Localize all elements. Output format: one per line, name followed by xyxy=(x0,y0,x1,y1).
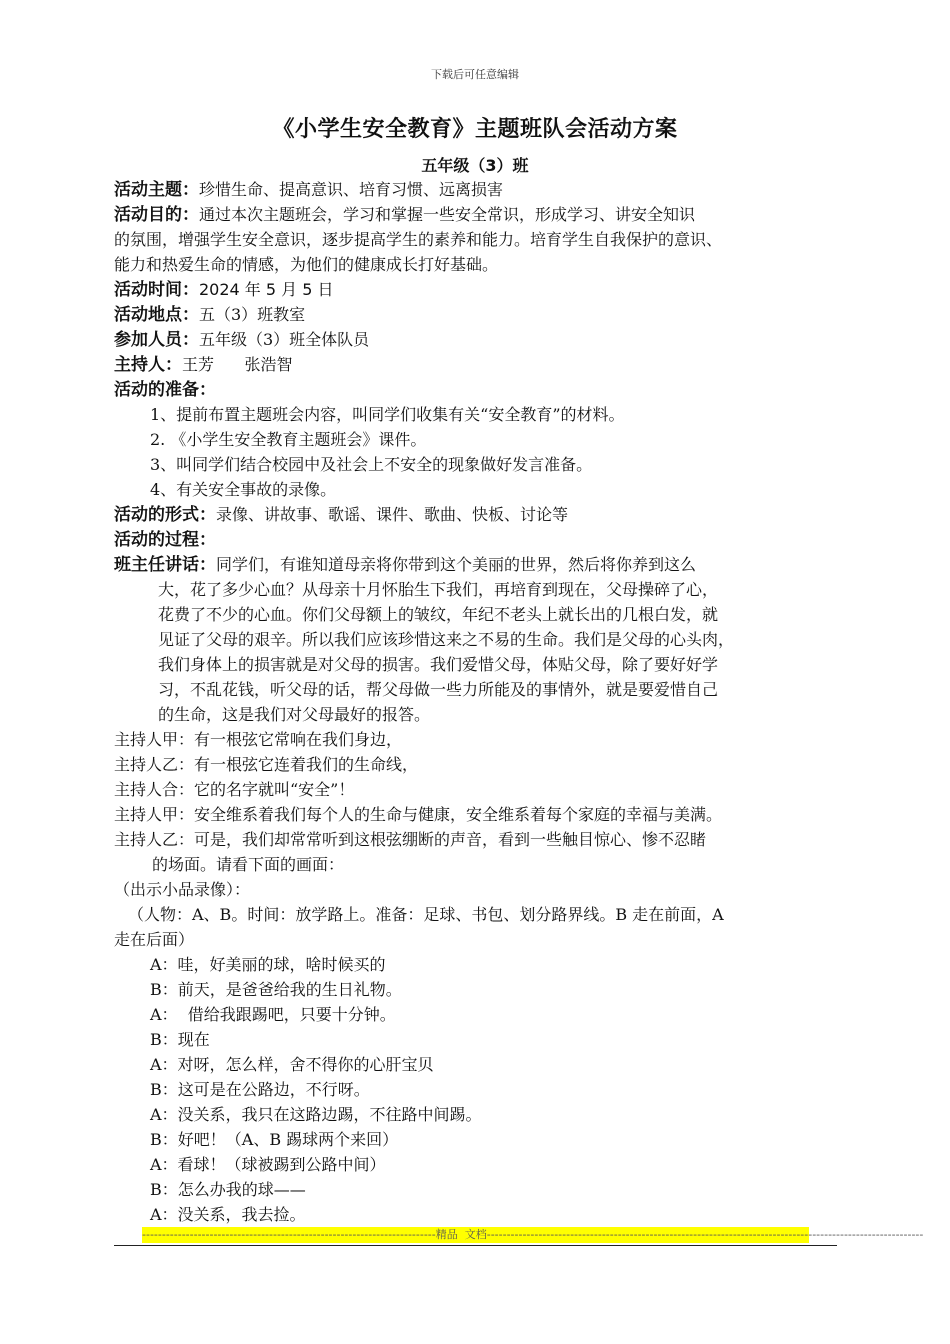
skit-intro: （出示小品录像）： xyxy=(114,880,251,899)
skit-dialogue-line: B：怎么办我的球—— xyxy=(150,1180,306,1199)
process-label: 活动的过程： xyxy=(114,530,216,550)
process-heading xyxy=(114,527,839,552)
skit-dialogue-line: B：现在 xyxy=(150,1030,210,1049)
form-value: 录像、讲故事、歌谣、课件、歌曲、快板、讨论等 xyxy=(216,505,569,524)
place-label: 活动地点： xyxy=(114,305,199,325)
preparation-item: 2. 《小学生安全教育主题班会》课件。 xyxy=(150,430,427,449)
host-dialogue-line: 主持人甲：有一根弦它常响在我们身边， xyxy=(114,730,403,749)
time-label: 活动时间： xyxy=(114,280,199,300)
preparation-label: 活动的准备： xyxy=(114,380,216,400)
place-value: 五（3）班教室 xyxy=(199,305,306,324)
purpose-line-2: 的氛围，增强学生安全意识，逐步提高学生的素养和能力。培育学生自我保护的意识、 xyxy=(114,230,723,249)
host-dialogue-line: 主持人合：它的名字就叫“安全”！ xyxy=(114,780,355,799)
form-row xyxy=(114,502,839,527)
teacher-speech-line: 的生命，这是我们对父母最好的报答。 xyxy=(158,705,431,724)
teacher-speech-line: 大，花了多少心血？从母亲十月怀胎生下我们，再培育到现在，父母操碎了心， xyxy=(158,580,719,599)
header-note: 下载后可任意编辑 xyxy=(431,68,519,81)
skit-dialogue-line: A：对呀，怎么样，舍不得你的心肝宝贝 xyxy=(150,1055,434,1074)
preparation-heading xyxy=(114,377,839,402)
hosts-value: 王芳 张浩智 xyxy=(182,355,293,374)
skit-dialogue-line: B：前天，是爸爸给我的生日礼物。 xyxy=(150,980,402,999)
skit-setting-line-1: （人物：A、B。时间：放学路上。准备：足球、书包、划分路界线。B 走在前面，A xyxy=(128,905,724,924)
time-row xyxy=(114,277,839,302)
skit-dialogue-line: A： 借给我跟踢吧，只要十分钟。 xyxy=(150,1005,396,1024)
host-dialogue-line: 主持人甲：安全维系着我们每个人的生命与健康，安全维系着每个家庭的幸福与美满。 xyxy=(114,805,723,824)
document-title: 《小学生安全教育》主题班队会活动方案 xyxy=(272,117,678,142)
teacher-speech-line: 见证了父母的艰辛。所以我们应该珍惜这来之不易的生命。我们是父母的心头肉， xyxy=(158,630,735,649)
participants-row xyxy=(114,327,839,352)
hosts-label: 主持人： xyxy=(114,355,182,375)
preparation-item: 1、提前布置主题班会内容，叫同学们收集有关“安全教育”的材料。 xyxy=(150,405,625,424)
teacher-speech-line: 习，不乱花钱，听父母的话，帮父母做一些力所能及的事情外，就是要爱惜自己 xyxy=(158,680,719,699)
document-body xyxy=(114,177,839,1227)
time-value: 2024 年 5 月 5 日 xyxy=(199,280,334,299)
footer-rule xyxy=(114,1245,837,1246)
preparation-item: 4、有关安全事故的录像。 xyxy=(150,480,337,499)
participants-label: 参加人员： xyxy=(114,330,199,350)
participants-value: 五年级（3）班全体队员 xyxy=(199,330,370,349)
skit-dialogue-line: A：看球！（球被踢到公路中间） xyxy=(150,1155,386,1174)
skit-dialogue-line: B：这可是在公路边，不行呀。 xyxy=(150,1080,370,1099)
footer-dash-left: -------------------------------------------------------------------------- xyxy=(142,1228,436,1241)
theme-value: 珍惜生命、提高意识、培育习惯、远离损害 xyxy=(199,180,504,199)
theme-label: 活动主题： xyxy=(114,180,199,200)
theme-row xyxy=(114,177,839,202)
footer-watermark-band xyxy=(142,1227,924,1243)
purpose-line-1: 通过本次主题班会，学习和掌握一些安全常识，形成学习、讲安全知识 xyxy=(199,205,696,224)
hosts-row xyxy=(114,352,839,377)
footer-dash-right: -------------------------------------------------------------------------------------------------------------- xyxy=(486,1228,924,1241)
document-subtitle: 五年级（3）班 xyxy=(421,156,529,175)
skit-dialogue-line: A：没关系，我只在这路边踢，不往路中间踢。 xyxy=(150,1105,482,1124)
teacher-speech-row xyxy=(114,552,839,577)
teacher-speech-line: 花费了不少的心血。你们父母额上的皱纹，年纪不老头上就长出的几根白发，就 xyxy=(158,605,719,624)
teacher-speech-line: 我们身体上的损害就是对父母的损害。我们爱惜父母，体贴父母，除了要好好学 xyxy=(158,655,719,674)
place-row xyxy=(114,302,839,327)
host-dialogue-line: 主持人乙：可是，我们却常常听到这根弦绷断的声音，看到一些触目惊心、惨不忍睹 xyxy=(114,830,707,849)
preparation-item: 3、叫同学们结合校园中及社会上不安全的现象做好发言准备。 xyxy=(150,455,593,474)
footer-text: 精品 文档 xyxy=(435,1228,487,1241)
skit-dialogue-line: A：哇，好美丽的球，啥时候买的 xyxy=(150,955,386,974)
skit-dialogue-line: B：好吧！（A、B 踢球两个来回） xyxy=(150,1130,399,1149)
teacher-speech-first-line: 同学们，有谁知道母亲将你带到这个美丽的世界，然后将你养到这么 xyxy=(216,555,697,574)
form-label: 活动的形式： xyxy=(114,505,216,525)
teacher-speech-label: 班主任讲话： xyxy=(114,555,216,575)
skit-setting-line-2: 走在后面） xyxy=(114,930,195,949)
host-dialogue-line: 主持人乙：有一根弦它连着我们的生命线， xyxy=(114,755,419,774)
purpose-label: 活动目的： xyxy=(114,205,199,225)
purpose-line-3: 能力和热爱生命的情感，为他们的健康成长打好基础。 xyxy=(114,255,499,274)
purpose-row xyxy=(114,202,839,227)
skit-dialogue-line: A：没关系，我去捡。 xyxy=(150,1205,306,1224)
host-dialogue-continuation: 的场面。请看下面的画面： xyxy=(152,855,345,874)
